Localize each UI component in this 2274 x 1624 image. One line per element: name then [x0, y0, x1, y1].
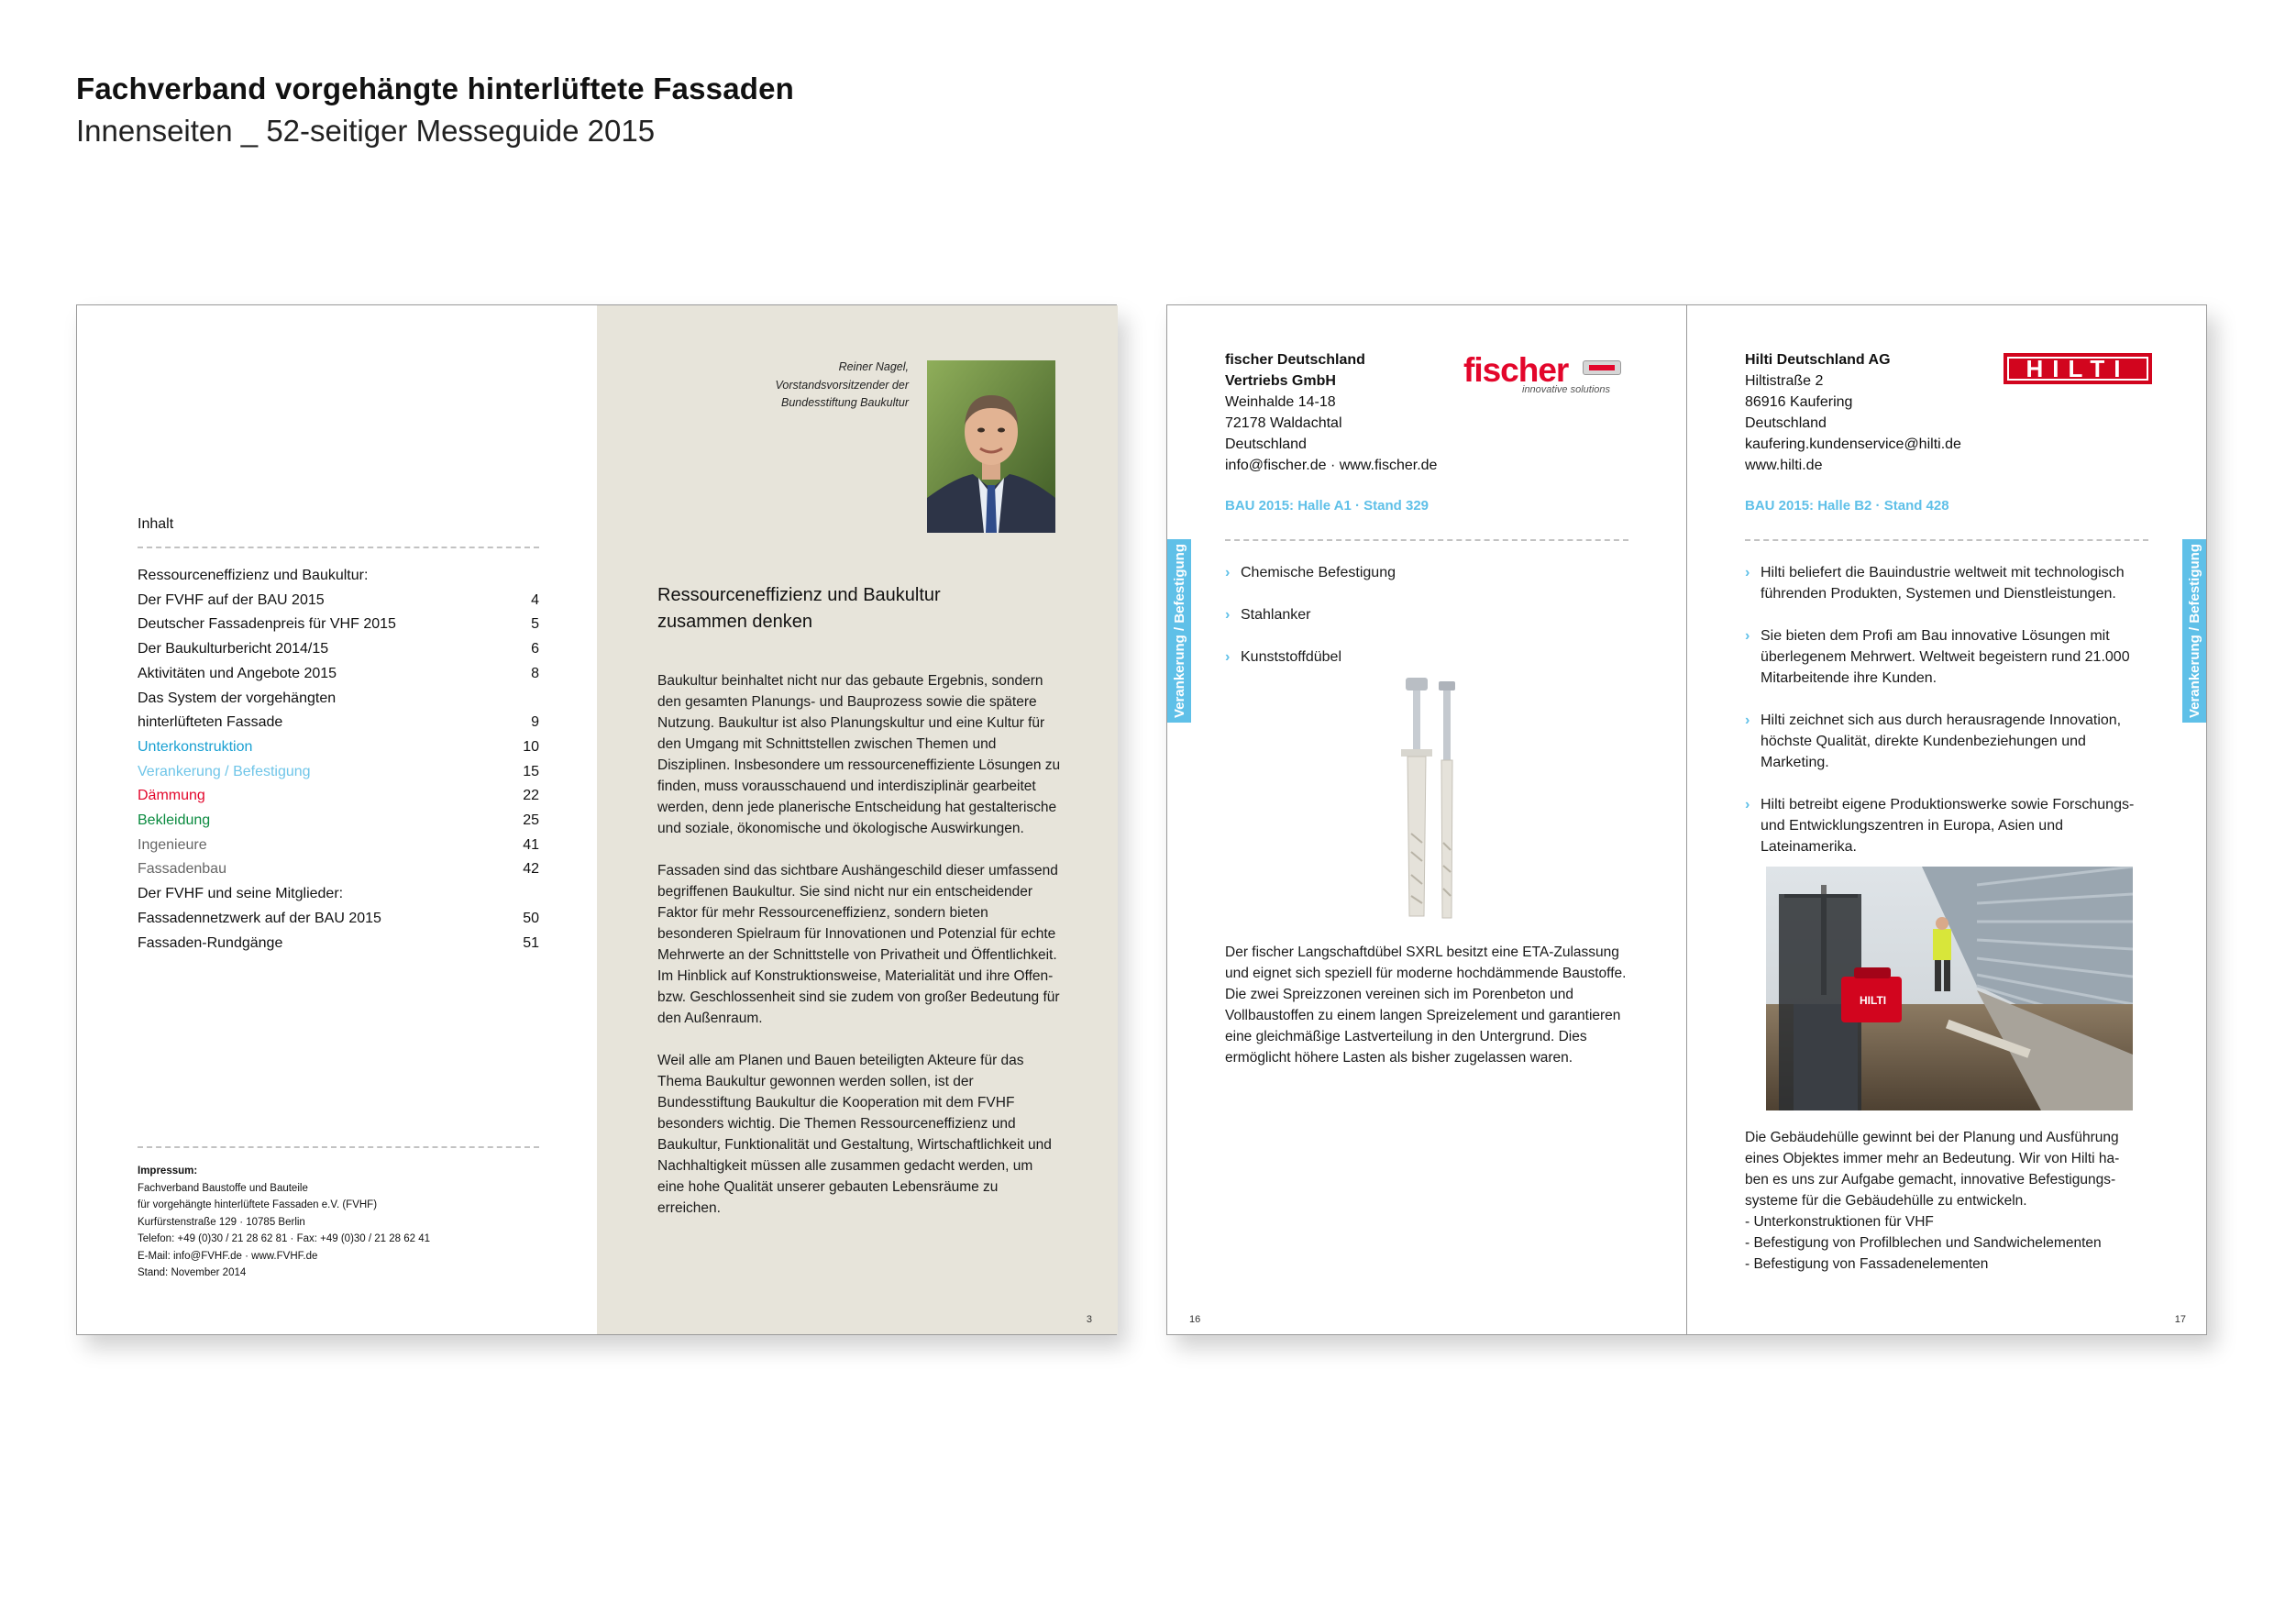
toc-entry-page: 25 — [523, 812, 539, 829]
hilti-logo — [2004, 353, 2152, 384]
company-facts — [1745, 562, 2158, 857]
address-line: Hiltistraße 2 — [1745, 373, 1824, 389]
toc-entry-label: Verankerung / Befestigung — [138, 763, 311, 779]
toc-entry-page: 50 — [523, 910, 539, 926]
list-item — [1745, 794, 2158, 857]
article-title-line: zusammen denken — [657, 612, 812, 632]
list-item-text: Hilti betreibt eigene Produktionswerke sowie Forschungs- und Entwicklungszentren in Europa, Asien und Lateinamerika. — [1761, 797, 2135, 855]
address-line: 86916 Kaufering — [1745, 394, 1853, 410]
list-item — [1225, 562, 1628, 583]
list-item-text: Sie bieten dem Profi am Bau innovative Lösungen mit überlegenem Mehrwert. Weltweit begeistern rund 21.000 Mitarbeitende ihre Kunden. — [1761, 628, 2130, 686]
chevron-right-icon: › — [1745, 713, 1750, 728]
toc-entry-page: 51 — [523, 934, 539, 951]
construction-site-image — [1766, 867, 2133, 1110]
page-number: 17 — [2174, 1314, 2186, 1325]
portrait-photo — [927, 360, 1055, 533]
category-tab — [1167, 539, 1191, 723]
toc-entry-label: Bekleidung — [138, 812, 211, 829]
product-list — [1225, 562, 1628, 668]
address-line: Weinhalde 14-18 — [1225, 394, 1336, 410]
hilti-address — [1745, 349, 2020, 476]
list-item-text: Stahlanker — [1241, 607, 1311, 623]
toc-divider-top — [138, 547, 539, 548]
imprint-line: Telefon: +49 (0)30 / 21 28 62 81 · Fax: +49 (0)30 / 21 28 62 41 — [138, 1233, 431, 1244]
page-number: 16 — [1189, 1314, 1201, 1325]
category-tab-label: Verankerung / Befestigung — [1171, 543, 1187, 719]
toc-entry[interactable] — [138, 882, 539, 907]
fair-booth: BAU 2015: Halle B2 · Stand 428 — [1745, 498, 1949, 514]
fischer-logo — [1463, 351, 1638, 397]
address-line: www.hilti.de — [1745, 458, 1823, 473]
chevron-right-icon: › — [1225, 565, 1231, 580]
description-line: systeme für die Gebäudehülle zu entwickeln. — [1745, 1193, 2027, 1209]
toc-entry-label: Fassadennetzwerk auf der BAU 2015 — [138, 910, 381, 926]
description-line: eines Objektes immer mehr an Bedeutung. Wir von Hilti ha- — [1745, 1151, 2120, 1166]
list-item — [1745, 625, 2158, 689]
toc-entry[interactable] — [138, 564, 539, 589]
toc-entry-label: Fassadenbau — [138, 861, 226, 878]
imprint-line: E-Mail: info@FVHF.de · www.FVHF.de — [138, 1250, 318, 1262]
description-line: ben es uns zur Aufgabe gemacht, innovative Befestigungs- — [1745, 1172, 2116, 1188]
company-name-line: Vertriebs GmbH — [1225, 373, 1336, 389]
page-17 — [1687, 305, 2208, 1334]
toc-entry-label: Der FVHF und seine Mitglieder: — [138, 886, 344, 902]
page-16 — [1167, 305, 1687, 1334]
divider — [1225, 539, 1628, 541]
portrait-caption — [734, 359, 909, 413]
toc-entry-page: 22 — [523, 788, 539, 804]
toc-entry-label: hinterlüfteten Fassade — [138, 714, 283, 731]
address-line: 72178 Waldachtal — [1225, 415, 1342, 431]
hilti-logo-text: HILTI — [2026, 355, 2130, 382]
page-3-right — [597, 305, 1118, 1334]
caption-line: Reiner Nagel, — [838, 360, 909, 373]
toc-entry[interactable] — [138, 637, 539, 662]
toc-entry-page: 15 — [523, 763, 539, 779]
article-title-line: Ressourceneffizienz und Baukultur — [657, 585, 941, 605]
imprint — [138, 1163, 523, 1282]
list-item — [1225, 646, 1628, 668]
page-number: 3 — [1086, 1314, 1092, 1325]
imprint-line: Fachverband Baustoffe und Bauteile — [138, 1182, 308, 1194]
toc-entry-label: Deutscher Fassadenpreis für VHF 2015 — [138, 616, 396, 633]
address-line: info@fischer.de · www.fischer.de — [1225, 458, 1438, 473]
hilti-description — [1745, 1127, 2167, 1275]
toc-entry-label: Ressourceneffizienz und Baukultur: — [138, 568, 369, 583]
category-tab-label: Verankerung / Befestigung — [2186, 543, 2202, 719]
toc-heading: Inhalt — [138, 516, 174, 532]
toc-entry[interactable] — [138, 784, 539, 809]
address-line: kaufering.kundenservice@hilti.de — [1745, 436, 1961, 452]
chevron-right-icon: › — [1745, 565, 1750, 580]
fischer-address — [1225, 349, 1500, 476]
list-item — [1745, 710, 2158, 773]
list-item — [1225, 604, 1628, 625]
article-paragraph: Baukultur beinhaltet nicht nur das gebaute Ergebnis, sondern den gesamten Planungs- und Bauprozess sowie die spätere Nutzung. Baukultur ist also Planungskultur und eine Kultur für den Umgang mit Schnittstellen zwischen Themen und Disziplinen. Insbesondere um ressourceneffiziente Lösungen zu finden, muss vorausschauend und interdisziplinär gearbeitet werden, denn jede planerische Entscheidung hat gestalterische und soziale, ökonomische und ökologische Auswirkungen. — [657, 673, 1061, 836]
toc-entry-page: 4 — [531, 591, 539, 608]
list-item — [1745, 562, 2158, 604]
fair-booth: BAU 2015: Halle A1 · Stand 329 — [1225, 498, 1430, 514]
toc-entry[interactable] — [138, 613, 539, 637]
dowel-image — [1387, 678, 1470, 925]
toc-entry-page: 41 — [523, 836, 539, 853]
toc-entry-label: Unterkonstruktion — [138, 738, 253, 755]
imprint-line: Kurfürstenstraße 129 · 10785 Berlin — [138, 1216, 305, 1228]
fischer-tagline: innovative solutions — [1522, 384, 1611, 395]
fischer-badge-icon — [1583, 360, 1621, 375]
address-line: Deutschland — [1225, 436, 1307, 452]
toc-entry-page: 6 — [531, 641, 539, 657]
article-title — [657, 582, 1061, 635]
article-paragraph: Fassaden sind das sichtbare Aushängeschild dieser umfassend begriffenen Baukultur. Sie sind nicht nur ein entscheidender Faktor für mehr Ressourceneffizienz, sondern bieten besonderen Spielraum für Innovationen und Potenzial für echte Mehrwerte an der Schnittstelle von Privatheit und Öffentlichkeit. Im Hinblick auf Konstruktionsweise, Materialität und ihre Offen- bzw. Geschlossenheit sind sie zudem von großer Bedeutung für den Außenraum. — [657, 863, 1060, 1026]
description-line: Die Gebäudehülle gewinnt bei der Planung und Ausführung — [1745, 1130, 2119, 1145]
toc-entry-label: Dämmung — [138, 788, 205, 804]
toc-entry[interactable] — [138, 834, 539, 858]
toc-entry[interactable] — [138, 589, 539, 613]
toc-entry[interactable] — [138, 662, 539, 687]
spread-pages-3 — [76, 304, 1117, 1335]
imprint-lines — [138, 1180, 523, 1282]
list-item-text: Hilti zeichnet sich aus durch herausragende Innovation, höchste Qualität, direkte Kundenbeziehungen und Marketing. — [1761, 713, 2122, 770]
chevron-right-icon: › — [1225, 607, 1231, 623]
toc-entry-page: 42 — [523, 861, 539, 878]
toc-entry-label: Ingenieure — [138, 836, 207, 853]
imprint-heading: Impressum: — [138, 1166, 198, 1177]
toc-entry-label: Aktivitäten und Angebote 2015 — [138, 665, 337, 681]
description-line: - Unterkonstruktionen für VHF — [1745, 1214, 1934, 1230]
toc-entry-label: Das System der vorgehängten — [138, 690, 337, 706]
toc-entry[interactable] — [138, 687, 539, 712]
toc-entry-page: 5 — [531, 616, 539, 633]
caption-line: Bundesstiftung Baukultur — [781, 396, 909, 409]
description-line: - Befestigung von Fassadenelementen — [1745, 1256, 1989, 1272]
article-body — [657, 670, 1061, 1240]
divider — [1745, 539, 2148, 541]
description-line: - Befestigung von Profilblechen und Sandwichelementen — [1745, 1235, 2102, 1251]
toc-entry-label: Der Baukulturbericht 2014/15 — [138, 641, 329, 657]
article-paragraph: Weil alle am Planen und Bauen beteiligten Akteure für das Thema Baukultur gewonnen werden sollen, ist der Bundesstiftung Baukultur die Kooperation mit dem FVHF besonders wichtig. Die Themen Ressourceneffizienz und Baukultur, Funktionalität und Gestaltung, Wirtschaftlichkeit und Nachhaltigkeit müssen alle zusammen gedacht werden, um eine hohe Qualität unserer gebauten Lebensräume zu erreichen. — [657, 1053, 1052, 1216]
hilti-case-label: HILTI — [1860, 994, 1887, 1007]
caption-line: Vorstandsvorsitzender der — [775, 378, 909, 392]
toc-entry[interactable] — [138, 711, 539, 735]
table-of-contents — [138, 564, 539, 956]
construction-site-photo — [1766, 867, 2133, 1110]
product-description: Der fischer Langschaftdübel SXRL besitzt eine ETA-Zulassung und eignet sich speziell für moderne hochdämmende Baustoffe. Die zwei Spreizzonen vereinen sich im Porenbeton und Vollbaustoffen zu einem langen Spreizelement und garantieren eine gleichmäßige Lastverteilung in den Untergrund. Dies ermöglicht höhere Lasten als bisher zugelassen waren. — [1225, 945, 1627, 1066]
chevron-right-icon: › — [1745, 797, 1750, 812]
fischer-logo-text: fischer — [1463, 351, 1569, 389]
spread-pages-16-17 — [1166, 304, 2207, 1335]
toc-entry[interactable] — [138, 735, 539, 760]
toc-entry-page: 8 — [531, 665, 539, 681]
imprint-line: für vorgehängte hinterlüftete Fassaden e.V. (FVHF) — [138, 1199, 378, 1210]
list-item-text: Hilti beliefert die Bauindustrie weltweit mit technologisch führenden Produkten, Systemen und Dienstleistungen. — [1761, 565, 2125, 602]
imprint-line: Stand: November 2014 — [138, 1267, 247, 1278]
address-line: Deutschland — [1745, 415, 1827, 431]
chevron-right-icon: › — [1225, 649, 1231, 665]
company-name-line: fischer Deutschland — [1225, 352, 1365, 368]
company-name-line: Hilti Deutschland AG — [1745, 352, 1891, 368]
document-subtitle: Innenseiten _ 52-seitiger Messeguide 2015 — [76, 114, 656, 148]
toc-entry-label: Der FVHF auf der BAU 2015 — [138, 591, 325, 608]
toc-entry-label: Fassaden-Rundgänge — [138, 934, 283, 951]
toc-entry-page: 9 — [531, 714, 539, 731]
toc-entry[interactable] — [138, 760, 539, 785]
toc-entry[interactable] — [138, 809, 539, 834]
toc-entry[interactable] — [138, 907, 539, 932]
imprint-divider — [138, 1146, 539, 1148]
chevron-right-icon: › — [1745, 628, 1750, 644]
toc-entry-page: 10 — [523, 738, 539, 755]
list-item-text: Kunststoffdübel — [1241, 649, 1342, 665]
category-tab — [2182, 539, 2206, 723]
document-title: Fachverband vorgehängte hinterlüftete Fassaden — [76, 72, 795, 105]
list-item-text: Chemische Befestigung — [1241, 565, 1396, 580]
toc-entry[interactable] — [138, 857, 539, 882]
page-3-left — [77, 305, 597, 1334]
portrait-image — [927, 360, 1055, 533]
toc-entry[interactable] — [138, 932, 539, 956]
